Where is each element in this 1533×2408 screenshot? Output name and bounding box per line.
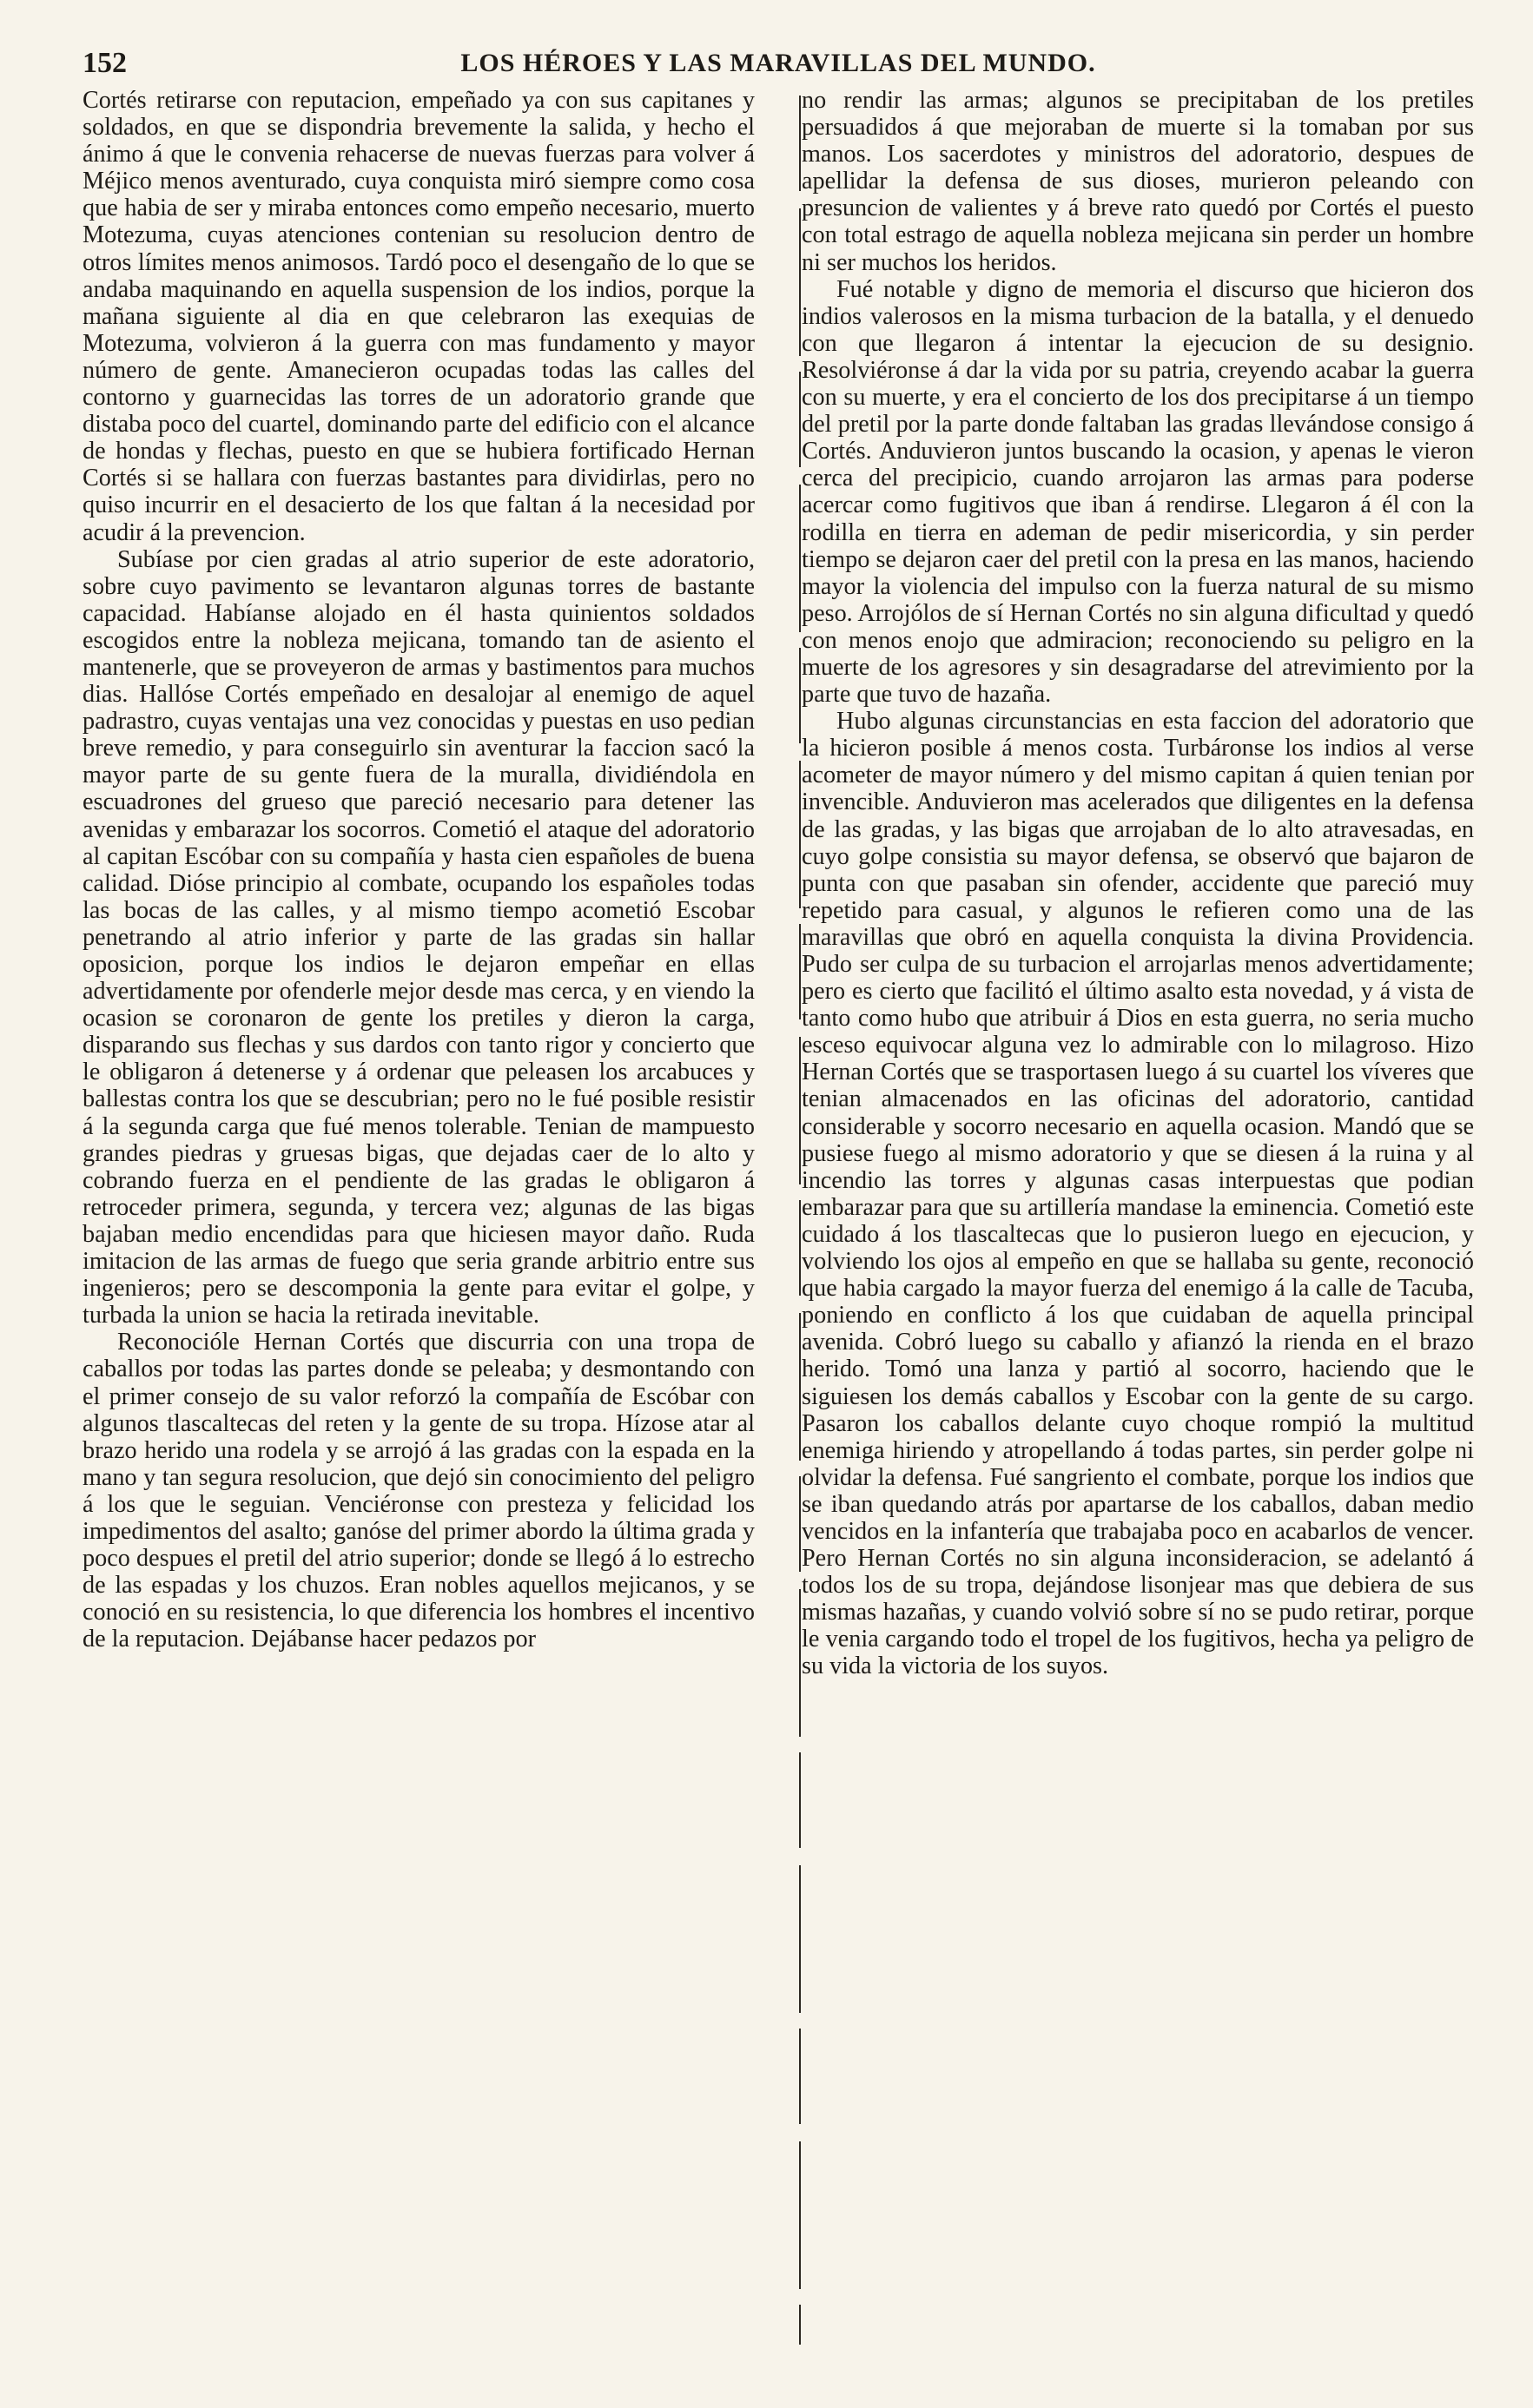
left-paragraph-2: Subíase por cien gradas al atrio superior de este adoratorio, sobre cuyo pavimento se levantaron algunas torres de bastante capacidad. Habíanse alojado en él hasta quinientos soldados escogidos entre la nobleza mejicana, tomando tan de asiento el mantenerle, que se proveyeron de armas y bastimentos para muchos dias. Hallóse Cortés empeñado en desalojar al enemigo de aquel padrastro, cuyas ventajas una vez conocidas y puestas en uso pedian breve remedio, y para conseguirlo sin aventurar la faccion sacó la mayor parte de su gente fuera de la muralla, dividiéndola en escuadrones del grueso que pareció necesario para detener las avenidas y embarazar los socorros. Cometió el ataque del adoratorio al capitan Escóbar con su compañía y hasta cien españoles de buena calidad. Dióse principio al combate, ocupando los españoles todas las bocas de las calles, y al mismo tiempo acometió Escobar penetrando al atrio inferior y parte de las gradas sin hallar oposicion, porque los indios le dejaron empeñar en ellas advertidamente por ofenderle mejor desde mas cerca, y en viendo la ocasion se coronaron de gente los pretiles y dieron la carga, disparando sus flechas y sus dardos con tanto rigor y concierto que le obligaron á detenerse y á ordenar que peleasen los arcabuces y ballestas contra los que se descubrian; pero no le fué posible resistir á la segunda carga que fué menos tolerable. Tenian de mampuesto grandes piedras y gruesas bigas, que dejadas caer de lo alto y cobrando fuerza en el pendiente de las gradas le obligaron á retroceder primera, segunda, y tercera vez; algunas de las bigas bajaban medio encendidas para que hiciesen mayor daño. Ruda imitacion de las armas de fuego que seria grande arbitrio entre sus ingenieros; pero se descomponia la gente para evitar el golpe, y turbada la union se hacia la retirada inevitable. (83, 545, 755, 1329)
page-number: 152 (83, 47, 127, 79)
left-paragraph-3: Reconocióle Hernan Cortés que discurria con una tropa de caballos por todas las partes donde se peleaba; y desmontando con el primer consejo de su valor reforzó la compañía de Escóbar con algunos tlascaltecas del reten y la gente de su tropa. Hízose atar al brazo herido una rodela y se arrojó á las gradas con la espada en la mano y tan segura resolucion, que dejó sin conocimiento del peligro á los que le seguian. Venciéronse con presteza y felicidad los impedimentos del asalto; ganóse del primer abordo la última grada y poco despues el pretil del atrio superior; donde se llegó á lo estrecho de las espadas y los chuzos. Eran nobles aquellos mejicanos, y se conoció en su resistencia, lo que diferencia los hombres el incentivo de la reputacion. Dejábanse hacer pedazos por (83, 1329, 755, 1653)
column-divider (799, 96, 801, 2345)
page-header (83, 38, 1474, 89)
right-paragraph-3: Hubo algunas circunstancias en esta faccion del adoratorio que la hicieron posible á menos costa. Turbáronse los indios al verse acometer de mayor número y del mismo capitan á quien tenian por invencible. Anduvieron mas acelerados que diligentes en la defensa de las gradas, y las bigas que arrojaban de lo alto atravesadas, en cuyo golpe consistia su mayor defensa, se observó que bajaron de punta con que pasaban sin ofender, accidente que pareció muy repetido para casual, y algunos le refieren como una de las maravillas que obró en aquella conquista la divina Providencia. Pudo ser culpa de su turbacion el arrojarlas menos advertidamente; pero es cierto que facilitó el último asalto esta novedad, y á vista de tanto como hubo que atribuir á Dios en esta guerra, no seria mucho esceso equivocar alguna vez lo admirable con lo milagroso. Hizo Hernan Cortés que se trasportasen luego á su cuartel los víveres que tenian almacenados en las oficinas del adoratorio, cantidad considerable y socorro necesario en aquella ocasion. Mandó que se pusiese fuego al mismo adoratorio y que se diesen á la ruina y al incendio las torres y algunas casas interpuestas que podian embarazar para que su artillería mandase la eminencia. Cometió este cuidado á los tlascaltecas que lo pusieron luego en ejecucion, y volviendo los ojos al empeño en que se hallaba su gente, reconoció que habia cargado la mayor fuerza del enemigo á la calle de Tacuba, poniendo en conflicto á los que cuidaban de aquella principal avenida. Cobró luego su caballo y afianzó la rienda en el brazo herido. Tomó una lanza y partió al socorro, haciendo que le siguiesen los demás caballos y Escobar con la gente de su cargo. Pasaron los caballos delante cuyo choque rompió la multitud enemiga hiriendo y atropellando á todas partes, sin perder golpe ni olvidar la defensa. Fué sangriento el combate, porque los indios que se iban quedando atrás por apartarse de los caballos, daban medio vencidos en la infantería que trabajaba poco en acabarlos de vencer. Pero Hernan Cortés no sin alguna inconsideracion, se adelantó á todos los de su tropa, dejándose lisonjear mas que debiera de sus mismas hazañas, y cuando volvió sobre sí no se pudo retirar, porque le venia cargando todo el tropel de los fugitivos, hecha ya peligro de su vida la victoria de los suyos. (802, 708, 1474, 1680)
text-columns (83, 87, 1474, 2362)
right-paragraph-1: no rendir las armas; algunos se precipitaban de los pretiles persuadidos á que mejoraban de muerte si la tomaban por sus manos. Los sacerdotes y ministros del adoratorio, despues de apellidar la defensa de sus dioses, murieron peleando con presuncion de valientes y á breve rato quedó por Cortés el puesto con total estrago de aquella nobleza mejicana sin perder un hombre ni ser muchos los heridos. (802, 87, 1474, 276)
left-column (83, 87, 757, 2362)
right-column (800, 87, 1474, 2362)
right-paragraph-2: Fué notable y digno de memoria el discurso que hicieron dos indios valerosos en la misma turbacion de la batalla, y el denuedo con que llegaron á intentar la ejecucion de su designio. Resolviéronse á dar la vida por su patria, creyendo acabar la guerra con su muerte, y era el concierto de los dos precipitarse á un tiempo del pretil por la parte donde faltaban las gradas llevándose consigo á Cortés. Anduvieron juntos buscando la ocasion, y apenas le vieron cerca del precipicio, cuando arrojaron las armas para poderse acercar como fugitivos que iban á rendirse. Llegaron á él con la rodilla en tierra en ademan de pedir misericordia, y sin perder tiempo se dejaron caer del pretil con la presa en las manos, haciendo mayor la violencia del impulso con la fuerza natural de su mismo peso. Arrojólos de sí Hernan Cortés no sin alguna dificultad y quedó con menos enojo que admiracion; reconociendo su peligro en la muerte de los agresores y sin desagradarse del atrevimiento por la parte que tuvo de hazaña. (802, 275, 1474, 709)
running-title: LOS HÉROES Y LAS MARAVILLAS DEL MUNDO. (460, 49, 1096, 77)
left-paragraph-1: Cortés retirarse con reputacion, empeñado ya con sus capitanes y soldados, en que se dispondria brevemente la salida, y hecho el ánimo á que le convenia rehacerse de nuevas fuerzas para volver á Méjico menos aventurado, cuya conquista miró siempre como cosa que habia de ser y miraba entonces como empeño necesario, muerto Motezuma, cuyas atenciones contenian su resolucion dentro de otros límites menos animosos. Tardó poco el desengaño de lo que se andaba maquinando en aquella suspension de los indios, porque la mañana siguiente al dia en que celebraron las exequias de Motezuma, volvieron á la guerra con mas fundamento y mayor número de gente. Amanecieron ocupadas todas las calles del contorno y guarnecidas las torres de un adoratorio grande que distaba poco del cuartel, dominando parte del edificio con el alcance de hondas y flechas, puesto en que se hubiera fortificado Hernan Cortés si se hallara con fuerzas bastantes para dividirlas, pero no quiso incurrir en el desacierto de los que faltan á la necesidad por acudir á la prevencion. (83, 87, 755, 546)
